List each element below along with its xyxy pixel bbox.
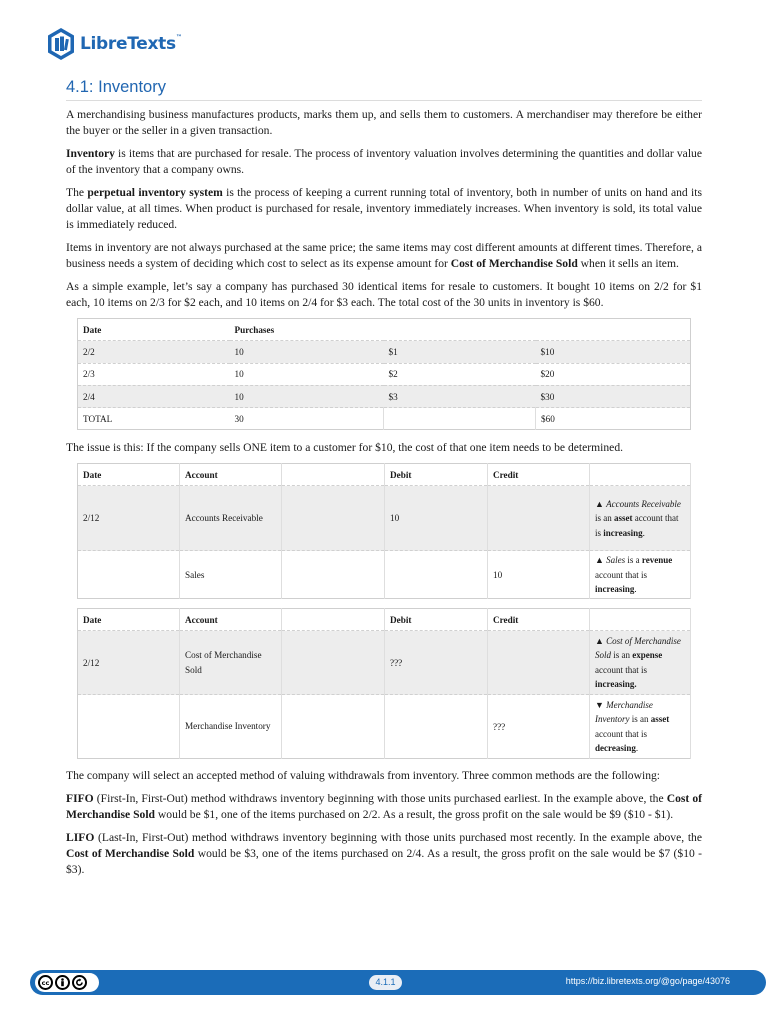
table-header-cell: Date [83, 324, 102, 335]
table-cell: 10 [234, 391, 244, 402]
share-alike-icon [72, 975, 87, 990]
table-row [78, 363, 691, 385]
page-url-link[interactable]: https://biz.libretexts.org/@go/page/43076 [565, 976, 730, 986]
paragraph-inventory-definition: Inventory is items that are purchased for resale. The process of inventory valuation involves determining the quantities and dollar value of the inventory that a company owns. [66, 147, 702, 176]
paragraph-intro: A merchandising business manufactures products, marks them up, and sells them to customers. A merchandiser may therefore be either the buyer or the seller in a given transaction. [66, 108, 702, 137]
table-cell: 2/12 [78, 486, 180, 551]
by-attribution-icon [55, 975, 70, 990]
table-cell [78, 551, 180, 599]
table-header-cell: Credit [488, 609, 590, 631]
account-note: ▲ Cost of Merchandise Sold is an expense account that is increasing. [590, 631, 691, 695]
page-footer [30, 970, 766, 995]
paragraph-fifo: FIFO (First-In, First-Out) method withdraws inventory beginning with those units purchased earliest. In the example above, the Cost of Merchandise Sold would be $1, one of the items purchased on 2/2. As a result, the gross profit on the sale would be $9 ($10 - $1). [66, 792, 702, 822]
table-header-cell: Date [78, 464, 180, 486]
brand-name: LibreTexts™ [80, 34, 182, 54]
table-header-cell: Account [180, 464, 282, 486]
table-cell: 2/2 [83, 346, 95, 357]
account-note: ▲ Accounts Receivable is an asset account that is increasing. [590, 486, 691, 551]
table-cell [385, 695, 488, 759]
table-cell: $60 [541, 413, 555, 424]
table-cell [282, 551, 385, 599]
libretexts-logo-icon [46, 27, 76, 61]
table-header-cell: Debit [385, 464, 488, 486]
table-cell [488, 486, 590, 551]
table-header-cell [282, 609, 385, 631]
table-header-cell: Credit [488, 464, 590, 486]
table-cell: Accounts Receivable [180, 486, 282, 551]
table-cell: $3 [388, 391, 398, 402]
paragraph-lifo: LIFO (Last-In, First-Out) method withdraws inventory beginning with those units purchased most recently. In the example above, the Cost of Merchandise Sold would be $3, one of the items purchased on 2/4. As a result, the gross profit on the sale would be $7 ($10 - $3). [66, 831, 703, 877]
table-header-cell: Date [78, 609, 180, 631]
paragraph-example: As a simple example, let’s say a company has purchased 30 identical items for resale to customers. It bought 10 items on 2/2 for $1 each, 10 items on 2/3 for $2 each, and 10 items on 2/4 for $3 each. The total cost of the 30 units in inventory is $60. [66, 280, 702, 309]
table-cell: ??? [488, 695, 590, 759]
paragraph-perpetual-system: The perpetual inventory system is the process of keeping a current running total of inventory, both in number of units on hand and its dollar value, at all times. When product is purchased for resale, inventory immediately increases. When inventory is sold, its total value is immediately reduced. [66, 186, 702, 231]
table-cell [384, 408, 536, 430]
libretexts-logo[interactable] [46, 27, 182, 61]
table-cell: 2/12 [78, 631, 180, 695]
table-row [78, 695, 691, 759]
table-header-cell [590, 609, 691, 631]
table-row [78, 385, 691, 407]
table-header-cell: Debit [385, 609, 488, 631]
journal-entry-cost-table [77, 608, 691, 759]
table-cell [282, 695, 385, 759]
table-cell [282, 631, 385, 695]
purchases-table [77, 318, 691, 430]
table-row [78, 551, 691, 599]
table-cell: ??? [385, 631, 488, 695]
paragraph-methods-intro: The company will select an accepted method of valuing withdrawals from inventory. Three common methods are the following: [66, 769, 661, 783]
table-cell [488, 631, 590, 695]
table-cell: 10 [488, 551, 590, 599]
table-row [78, 408, 691, 430]
table-cell: $30 [540, 391, 555, 402]
page-title: 4.1: Inventory [66, 78, 702, 101]
page-number: 4.1.1 [369, 975, 402, 990]
table-cell: Sales [180, 551, 282, 599]
table-cell: 2/3 [83, 369, 95, 380]
table-cell: $10 [540, 346, 555, 357]
table-cell: $20 [540, 369, 555, 380]
table-row [78, 341, 691, 363]
table-header-cell: Account [180, 609, 282, 631]
table-cell: 2/4 [83, 391, 95, 402]
table-header-cell: Purchases [234, 324, 275, 335]
table-cell: 30 [234, 413, 244, 424]
journal-entry-sale-table [77, 463, 691, 599]
table-cell: $2 [388, 369, 398, 380]
paragraph-cost-selection: Items in inventory are not always purchased at the same price; the same items may cost different amounts at different times. Therefore, a business needs a system of deciding which cost to select as its expense amount for Cost of Merchandise Sold when it sells an item. [66, 241, 702, 270]
table-header-cell [536, 319, 691, 341]
table-header-cell [384, 319, 536, 341]
account-note: ▲ Sales is a revenue account that is increasing. [590, 551, 691, 599]
cc-license-badge[interactable] [35, 973, 99, 992]
paragraph-issue: The issue is this: If the company sells ONE item to a customer for $10, the cost of that one item needs to be determined. [66, 441, 624, 455]
table-header-row [78, 609, 691, 631]
table-cell: 10 [234, 369, 244, 380]
table-header-cell [590, 464, 691, 486]
table-header-row [78, 464, 691, 486]
table-cell: $1 [388, 346, 398, 357]
table-header-cell [282, 464, 385, 486]
account-note: ▼ Merchandise Inventory is an asset account that is decreasing. [590, 695, 691, 759]
table-cell: Merchandise Inventory [180, 695, 282, 759]
main-content [66, 78, 702, 885]
table-cell [385, 551, 488, 599]
table-cell: Cost of Merchandise Sold [180, 631, 282, 695]
table-row [78, 631, 691, 695]
table-header-row [78, 319, 691, 341]
cc-icon: cc [38, 975, 53, 990]
table-cell [78, 695, 180, 759]
table-cell: 10 [234, 346, 244, 357]
table-cell [282, 486, 385, 551]
table-cell: TOTAL [83, 413, 113, 424]
table-cell: 10 [385, 486, 488, 551]
table-row [78, 486, 691, 551]
